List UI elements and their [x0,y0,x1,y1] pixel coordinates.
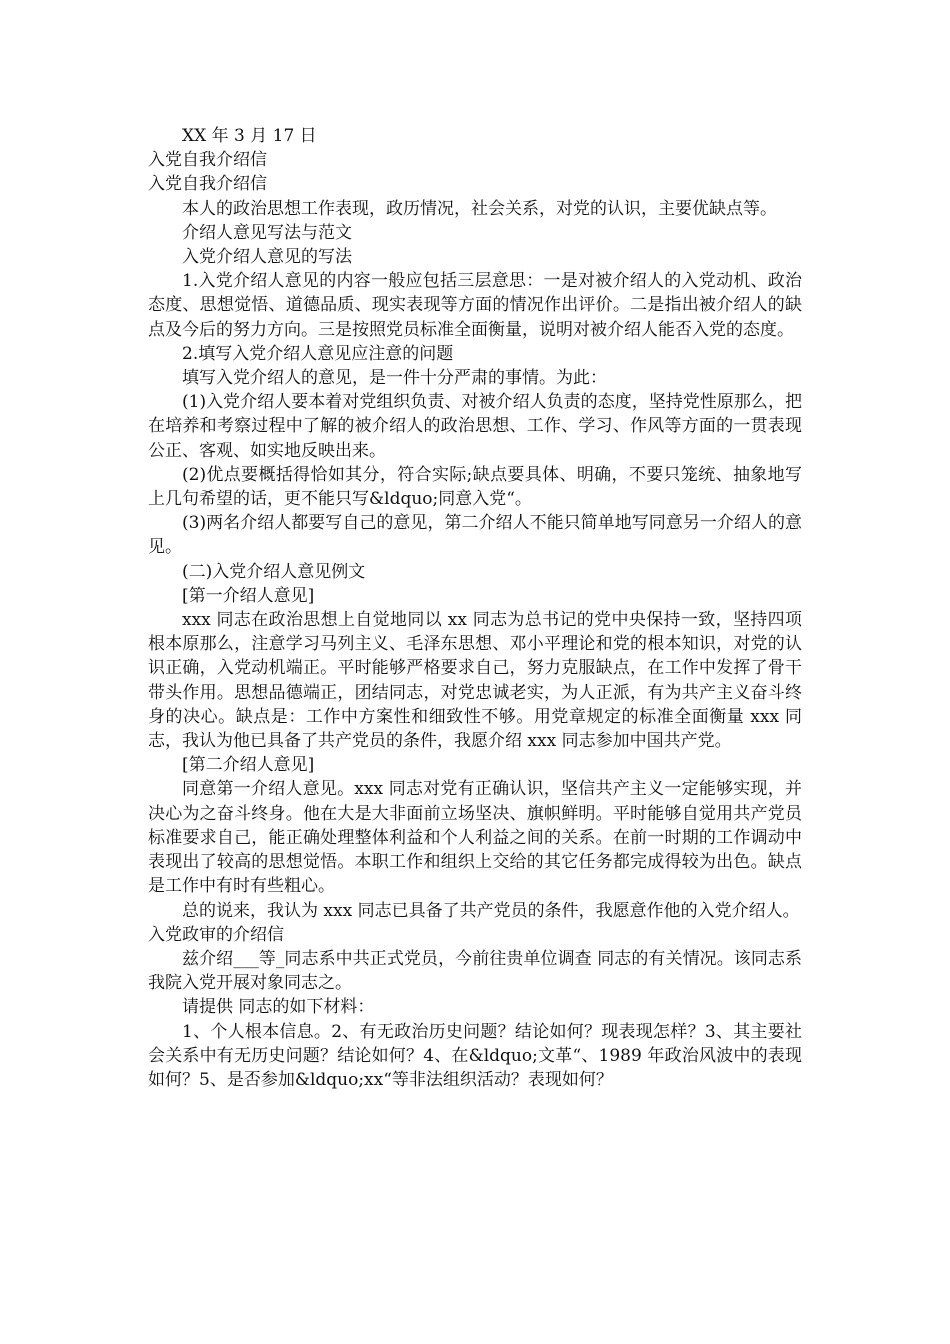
document-heading: 入党自我介绍信 [148,150,267,171]
sub-point-3: (3)两名介绍人都要写自己的意见，第二介绍人不能只简单地写同意另一介绍人的意见。 [148,513,802,558]
request-items: 1、个人根本信息。2、有无政治历史问题？结论如何？现表现怎样？3、其主要社会关系中有无历史问题？结论如何？4、在&ldquo;文革“、1989 年政治风波中的表现如何？5、是否参加&ldquo;xx“等非法组织活动？表现如何？ [148,1021,802,1090]
point-1-paragraph: 1.入党介绍人意见的内容一般应包括三层意思：一是对被介绍人的入党动机、政治态度、思想觉悟、道德品质、现实表现等方面的情况作出评价。二是指出被介绍人的缺点及今后的努力方向。三是按照党员标准全面衡量，说明对被介绍人能否入党的态度。 [148,271,802,340]
point-2-heading: 2.填写入党介绍人意见应注意的问题 [182,343,454,364]
letter-title: 入党政审的介绍信 [148,924,284,945]
example-title: (二)入党介绍人意见例文 [182,561,366,582]
section-title: 介绍人意见写法与范文 [182,222,352,243]
point-2-intro: 填写入党介绍人的意见，是一件十分严肃的事情。为此： [182,368,607,389]
first-introducer-text: xxx 同志在政治思想上自觉地同以 xx 同志为总书记的党中央保持一致，坚持四项根本原那么，注意学习马列主义、毛泽东思想、邓小平理论和党的根本知识，对党的认识正确，入党动机端正。平时能够严格要求自己，努力克服缺点，在工作中发挥了骨干带头作用。思想品德端正，团结同志，对党忠诚老实，为人正派，有为共产主义奋斗终身的决心。缺点是：工作中方案性和细致性不够。用党章规定的标准全面衡量 xxx 同志，我认为他已具备了共产党员的条件，我愿介绍 xxx 同志参加中国共产党。 [148,610,802,752]
subsection-title: 入党介绍人意见的写法 [182,247,352,268]
document-date: XX 年 3 月 17 日 [182,126,317,146]
sub-point-2: (2)优点要概括得恰如其分，符合实际;缺点要具体、明确，不要只笼统、抽象地写上几句希望的话，更不能只写&ldquo;同意入党“。 [148,464,802,510]
sub-point-1: (1)入党介绍人要本着对党组织负责、对被介绍人负责的态度，坚持党性原那么，把在培养和考察过程中了解的被介绍人的政治思想、工作、学习、作风等方面的一贯表现公正、客观、如实地反映出来。 [148,392,802,461]
second-introducer-text: 同意第一介绍人意见。xxx 同志对党有正确认识，坚信共产主义一定能够实现，并决心为之奋斗终身。他在大是大非面前立场坚决、旗帜鲜明。平时能够自觉用共产党员标准要求自己，能正确处理整体利益和个人利益之间的关系。在前一时期的工作调动中表现出了较高的思想觉悟。本职工作和组织上交给的其它任务都完成得较为出色。缺点是工作中有时有些粗心。 [148,779,802,897]
second-introducer-label: [第二介绍人意见] [182,755,315,776]
letter-paragraph: 兹介绍___等_同志系中共正式党员，今前往贵单位调查 同志的有关情况。该同志系我院入党开展对象同志之。 [148,948,802,994]
first-introducer-label: [第一介绍人意见] [182,585,315,606]
document-page [148,124,802,1092]
document-heading-repeat: 入党自我介绍信 [148,174,267,195]
conclusion-paragraph: 总的说来，我认为 xxx 同志已具备了共产党员的条件，我愿意作他的入党介绍人。 [182,900,800,921]
intro-paragraph: 本人的政治思想工作表现，政历情况，社会关系，对党的认识，主要优缺点等。 [182,198,777,219]
request-intro: 请提供 同志的如下材料： [182,997,375,1018]
